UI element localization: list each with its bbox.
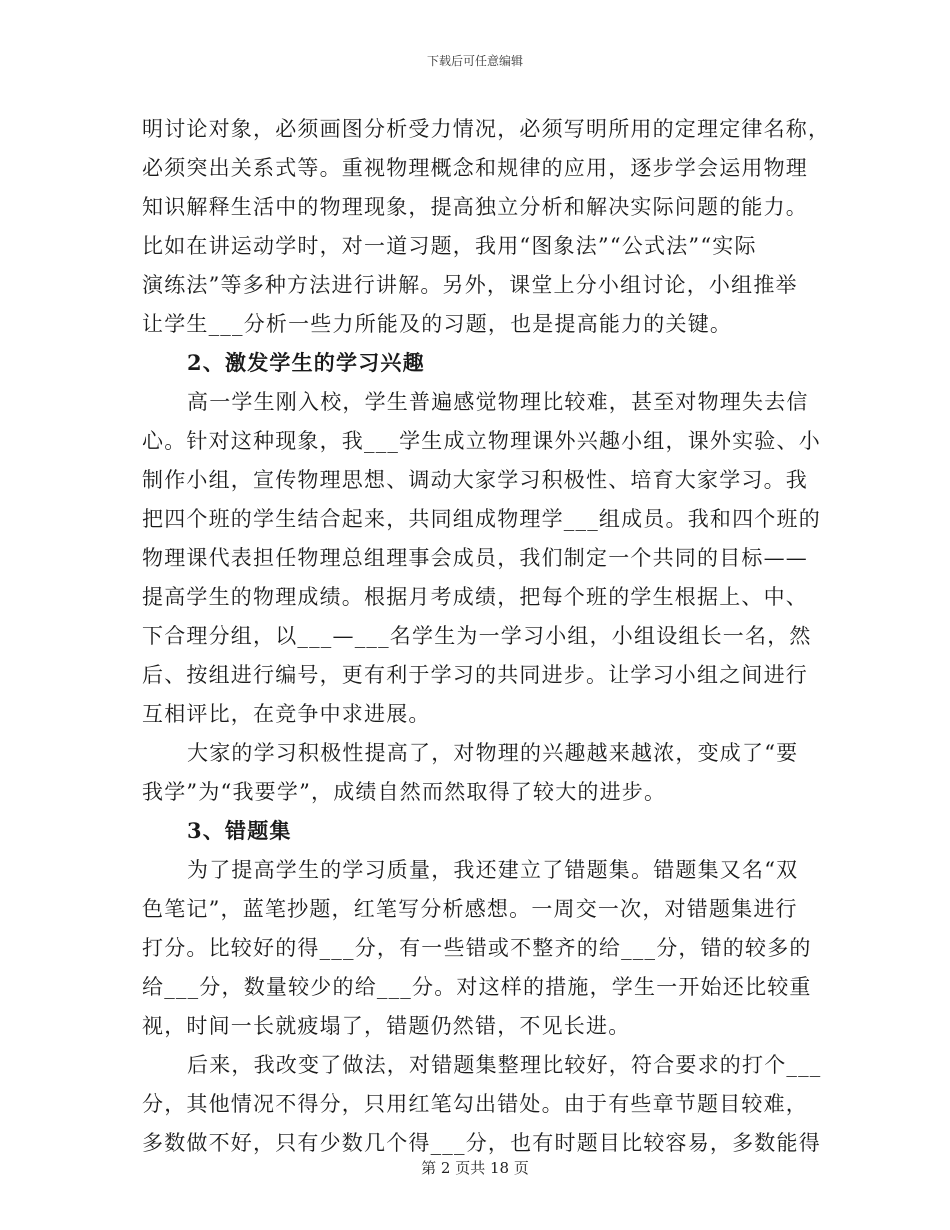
paragraph-line: 多数做不好，只有少数几个得___分，也有时题目比较容易，多数能得 xyxy=(142,1131,821,1155)
paragraph-line: 心。针对这种现象，我___学生成立物理课外兴趣小组，课外实验、小 xyxy=(142,429,821,453)
paragraph-line: 打分。比较好的得___分，有一些错或不整齐的给___分，错的较多的 xyxy=(142,936,812,960)
paragraph-line: 为了提高学生的学习质量，我还建立了错题集。错题集又名“双 xyxy=(187,858,799,882)
section-heading: 2、激发学生的学习兴趣 xyxy=(187,350,425,375)
paragraph-line: 物理课代表担任物理总组理事会成员，我们制定一个共同的目标—— xyxy=(142,546,808,570)
paragraph-line: 分，其他情况不得分，只用红笔勾出错处。由于有些章节题目较难， xyxy=(142,1092,808,1116)
paragraph-line: 必须突出关系式等。重视物理概念和规律的应用，逐步学会运用物理 xyxy=(142,156,808,180)
paragraph-line: 制作小组，宣传物理思想、调动大家学习积极性、培育大家学习。我 xyxy=(142,468,808,492)
paragraph-line: 把四个班的学生结合起来，共同组成物理学___组成员。我和四个班的 xyxy=(142,507,821,531)
paragraph-line: 知识解释生活中的物理现象，提高独立分析和解决实际问题的能力。 xyxy=(142,195,808,219)
paragraph-line: 让学生___分析一些力所能及的习题，也是提高能力的关键。 xyxy=(142,312,733,336)
page-header: 下载后可任意编辑 xyxy=(426,54,523,68)
paragraph-line: 高一学生刚入校，学生普遍感觉物理比较难，甚至对物理失去信 xyxy=(187,390,809,414)
paragraph-line: 下合理分组，以___—___名学生为一学习小组，小组设组长一名，然 xyxy=(142,624,812,648)
paragraph-line: 色笔记”，蓝笔抄题，红笔写分析感想。一周交一次，对错题集进行 xyxy=(142,897,798,921)
paragraph-line: 比如在讲运动学时，对一道习题，我用“图象法”“公式法”“实际 xyxy=(142,234,757,258)
paragraph-line: 视，时间一长就疲塌了，错题仍然错，不见长进。 xyxy=(142,1014,631,1038)
paragraph-line: 给___分，数量较少的给___分。对这样的措施，学生一开始还比较重 xyxy=(142,975,812,999)
paragraph-line: 明讨论对象，必须画图分析受力情况，必须写明所用的定理定律名称， xyxy=(142,117,831,141)
section-heading: 3、错题集 xyxy=(187,818,292,843)
paragraph-line: 后、按组进行编号，更有利于学习的共同进步。让学习小组之间进行 xyxy=(142,663,808,687)
paragraph-line: 互相评比，在竞争中求进展。 xyxy=(142,702,431,726)
page-footer: 第 2 页共 18 页 xyxy=(421,1159,529,1177)
paragraph-line: 提高学生的物理成绩。根据月考成绩，把每个班的学生根据上、中、 xyxy=(142,585,808,609)
paragraph-line: 我学”为“我要学”，成绩自然而然取得了较大的进步。 xyxy=(142,780,667,804)
paragraph-line: 大家的学习积极性提高了，对物理的兴趣越来越浓，变成了“要 xyxy=(187,741,799,765)
paragraph-line: 后来，我改变了做法，对错题集整理比较好，符合要求的打个___ xyxy=(187,1053,822,1077)
paragraph-line: 演练法”等多种方法进行讲解。另外，课堂上分小组讨论，小组推举 xyxy=(142,273,798,297)
